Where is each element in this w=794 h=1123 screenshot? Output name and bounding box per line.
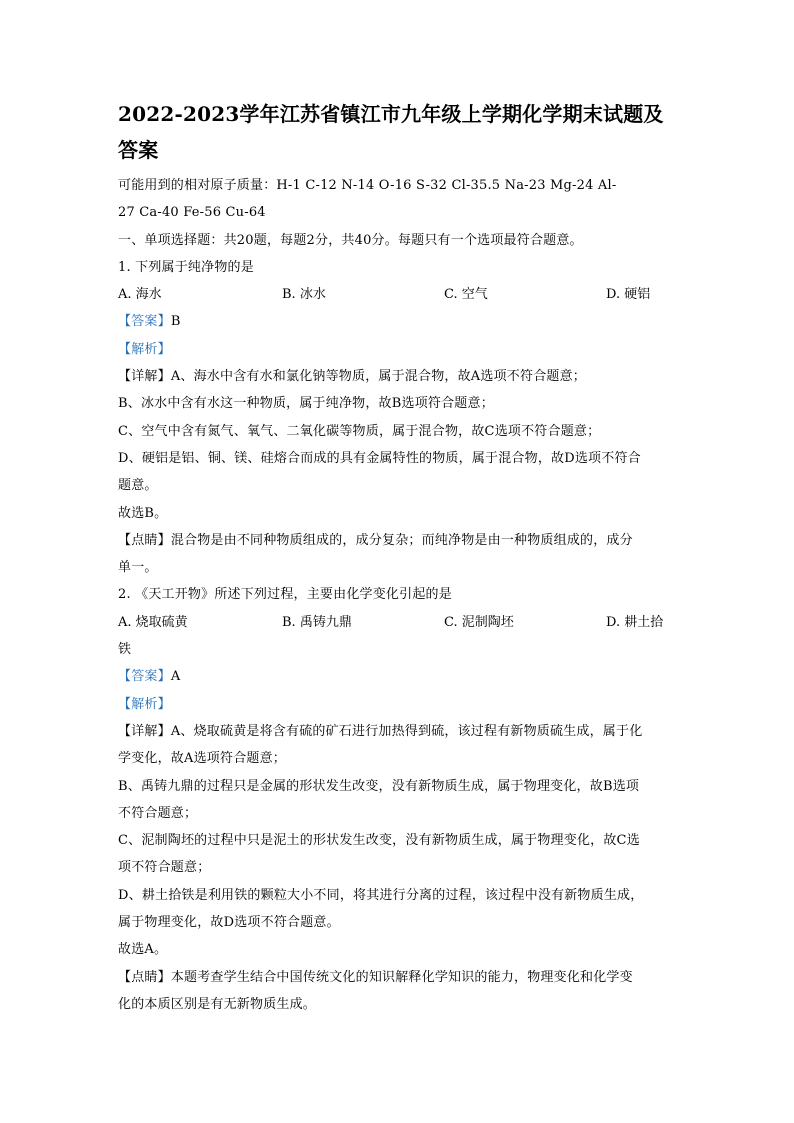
q2-detail-line: B、禹铸九鼎的过程只是金属的形状发生改变，没有新物质生成，属于物理变化，故B选项 (118, 778, 640, 794)
q1-detail-line: C、空气中含有氮气、氧气、二氧化碳等物质，属于混合物，故C选项不符合题意； (118, 423, 601, 439)
q2-comment-line: 化的本质区别是有无新物质生成。 (118, 996, 317, 1012)
q1-analysis-tag: 【解析】 (118, 341, 171, 357)
q2-stem: 2. 《天工开物》所述下列过程，主要由化学变化引起的是 (118, 587, 452, 603)
q2-detail-text: A、烧取硫黄是将含有硫的矿石进行加热得到硫，该过程有新物质硫生成，属于化 (170, 723, 643, 739)
q1-option-c: C. 空气 (444, 287, 488, 303)
atomic-masses-line-2: 27 Ca-40 Fe-56 Cu-64 (118, 205, 266, 221)
q2-option-a: A. 烧取硫黄 (118, 614, 188, 630)
comment-tag: 【点睛】 (118, 969, 171, 985)
q2-detail-line (118, 718, 678, 745)
q1-detail-line: B、冰水中含有水这一种物质，属于纯净物，故B选项符合题意； (118, 396, 494, 412)
q1-option-b: B. 冰水 (282, 287, 326, 303)
detail-tag: 【详解】 (118, 723, 171, 739)
section-heading: 一、单项选择题：共20题，每题2分，共40分。每题只有一个选项最符合题意。 (118, 232, 583, 248)
q2-detail-line: 不符合题意； (118, 805, 198, 821)
q1-comment-text: 混合物是由不同种物质组成的，成分复杂；而纯净物是由一种物质组成的，成分 (170, 532, 633, 548)
q2-conclusion: 故选A。 (118, 942, 168, 958)
q1-options (118, 281, 678, 308)
q1-option-a: A. 海水 (118, 287, 162, 303)
answer-tag: 【答案】 (118, 314, 171, 330)
q2-detail-line: 学变化，故A选项符合题意； (118, 751, 286, 767)
atomic-masses-line-1: 可能用到的相对原子质量：H-1 C-12 N-14 O-16 S-32 Cl-35.5 Na-23 Mg-24 Al- (118, 178, 617, 193)
q2-analysis-tag: 【解析】 (118, 696, 171, 712)
q1-detail-line: D、硬铝是铝、铜、镁、硅熔合而成的具有金属特性的物质，属于混合物，故D选项不符合 (118, 450, 641, 466)
q2-option-d: D. 耕土拾 (606, 614, 664, 630)
q2-detail-line: 项不符合题意； (118, 860, 211, 876)
q2-detail-line: D、耕土拾铁是利用铁的颗粒大小不同，将其进行分离的过程，该过程中没有新物质生成， (118, 887, 644, 903)
detail-tag: 【详解】 (118, 369, 171, 385)
q2-detail-line: C、泥制陶坯的过程中只是泥土的形状发生改变，没有新物质生成，属于物理变化，故C选 (118, 833, 640, 849)
q1-detail-text: A、海水中含有水和氯化钠等物质，属于混合物，故A选项不符合题意； (170, 369, 586, 385)
title-line-1: 2022-2023学年江苏省镇江市九年级上学期化学期末试题及 (118, 102, 664, 126)
answer-tag: 【答案】 (118, 669, 171, 685)
q1-detail-line: 题意。 (118, 478, 158, 494)
q1-comment-line: 单一。 (118, 560, 158, 576)
q2-answer (118, 663, 678, 690)
q2-option-c: C. 泥制陶坯 (444, 614, 514, 630)
q2-detail-line: 属于物理变化，故D选项不符合题意。 (118, 915, 340, 931)
q1-detail-line (118, 363, 678, 390)
q2-options (118, 609, 678, 636)
title-line-2: 答案 (118, 138, 159, 162)
q2-answer-value: A (170, 669, 181, 685)
document-page (118, 96, 678, 1018)
q1-answer (118, 308, 678, 335)
q1-stem: 1. 下列属于纯净物的是 (118, 259, 254, 275)
document-title (118, 96, 678, 168)
q1-conclusion: 故选B。 (118, 505, 168, 521)
q2-option-overflow: 铁 (118, 642, 132, 658)
q2-option-b: B. 禹铸九鼎 (282, 614, 352, 630)
q2-comment-text: 本题考查学生结合中国传统文化的知识解释化学知识的能力，物理变化和化学变 (170, 969, 633, 985)
q1-option-d: D. 硬铝 (606, 287, 651, 303)
q1-answer-value: B (170, 314, 181, 330)
q2-comment-line (118, 964, 678, 991)
q1-comment-line (118, 527, 678, 554)
comment-tag: 【点睛】 (118, 532, 171, 548)
